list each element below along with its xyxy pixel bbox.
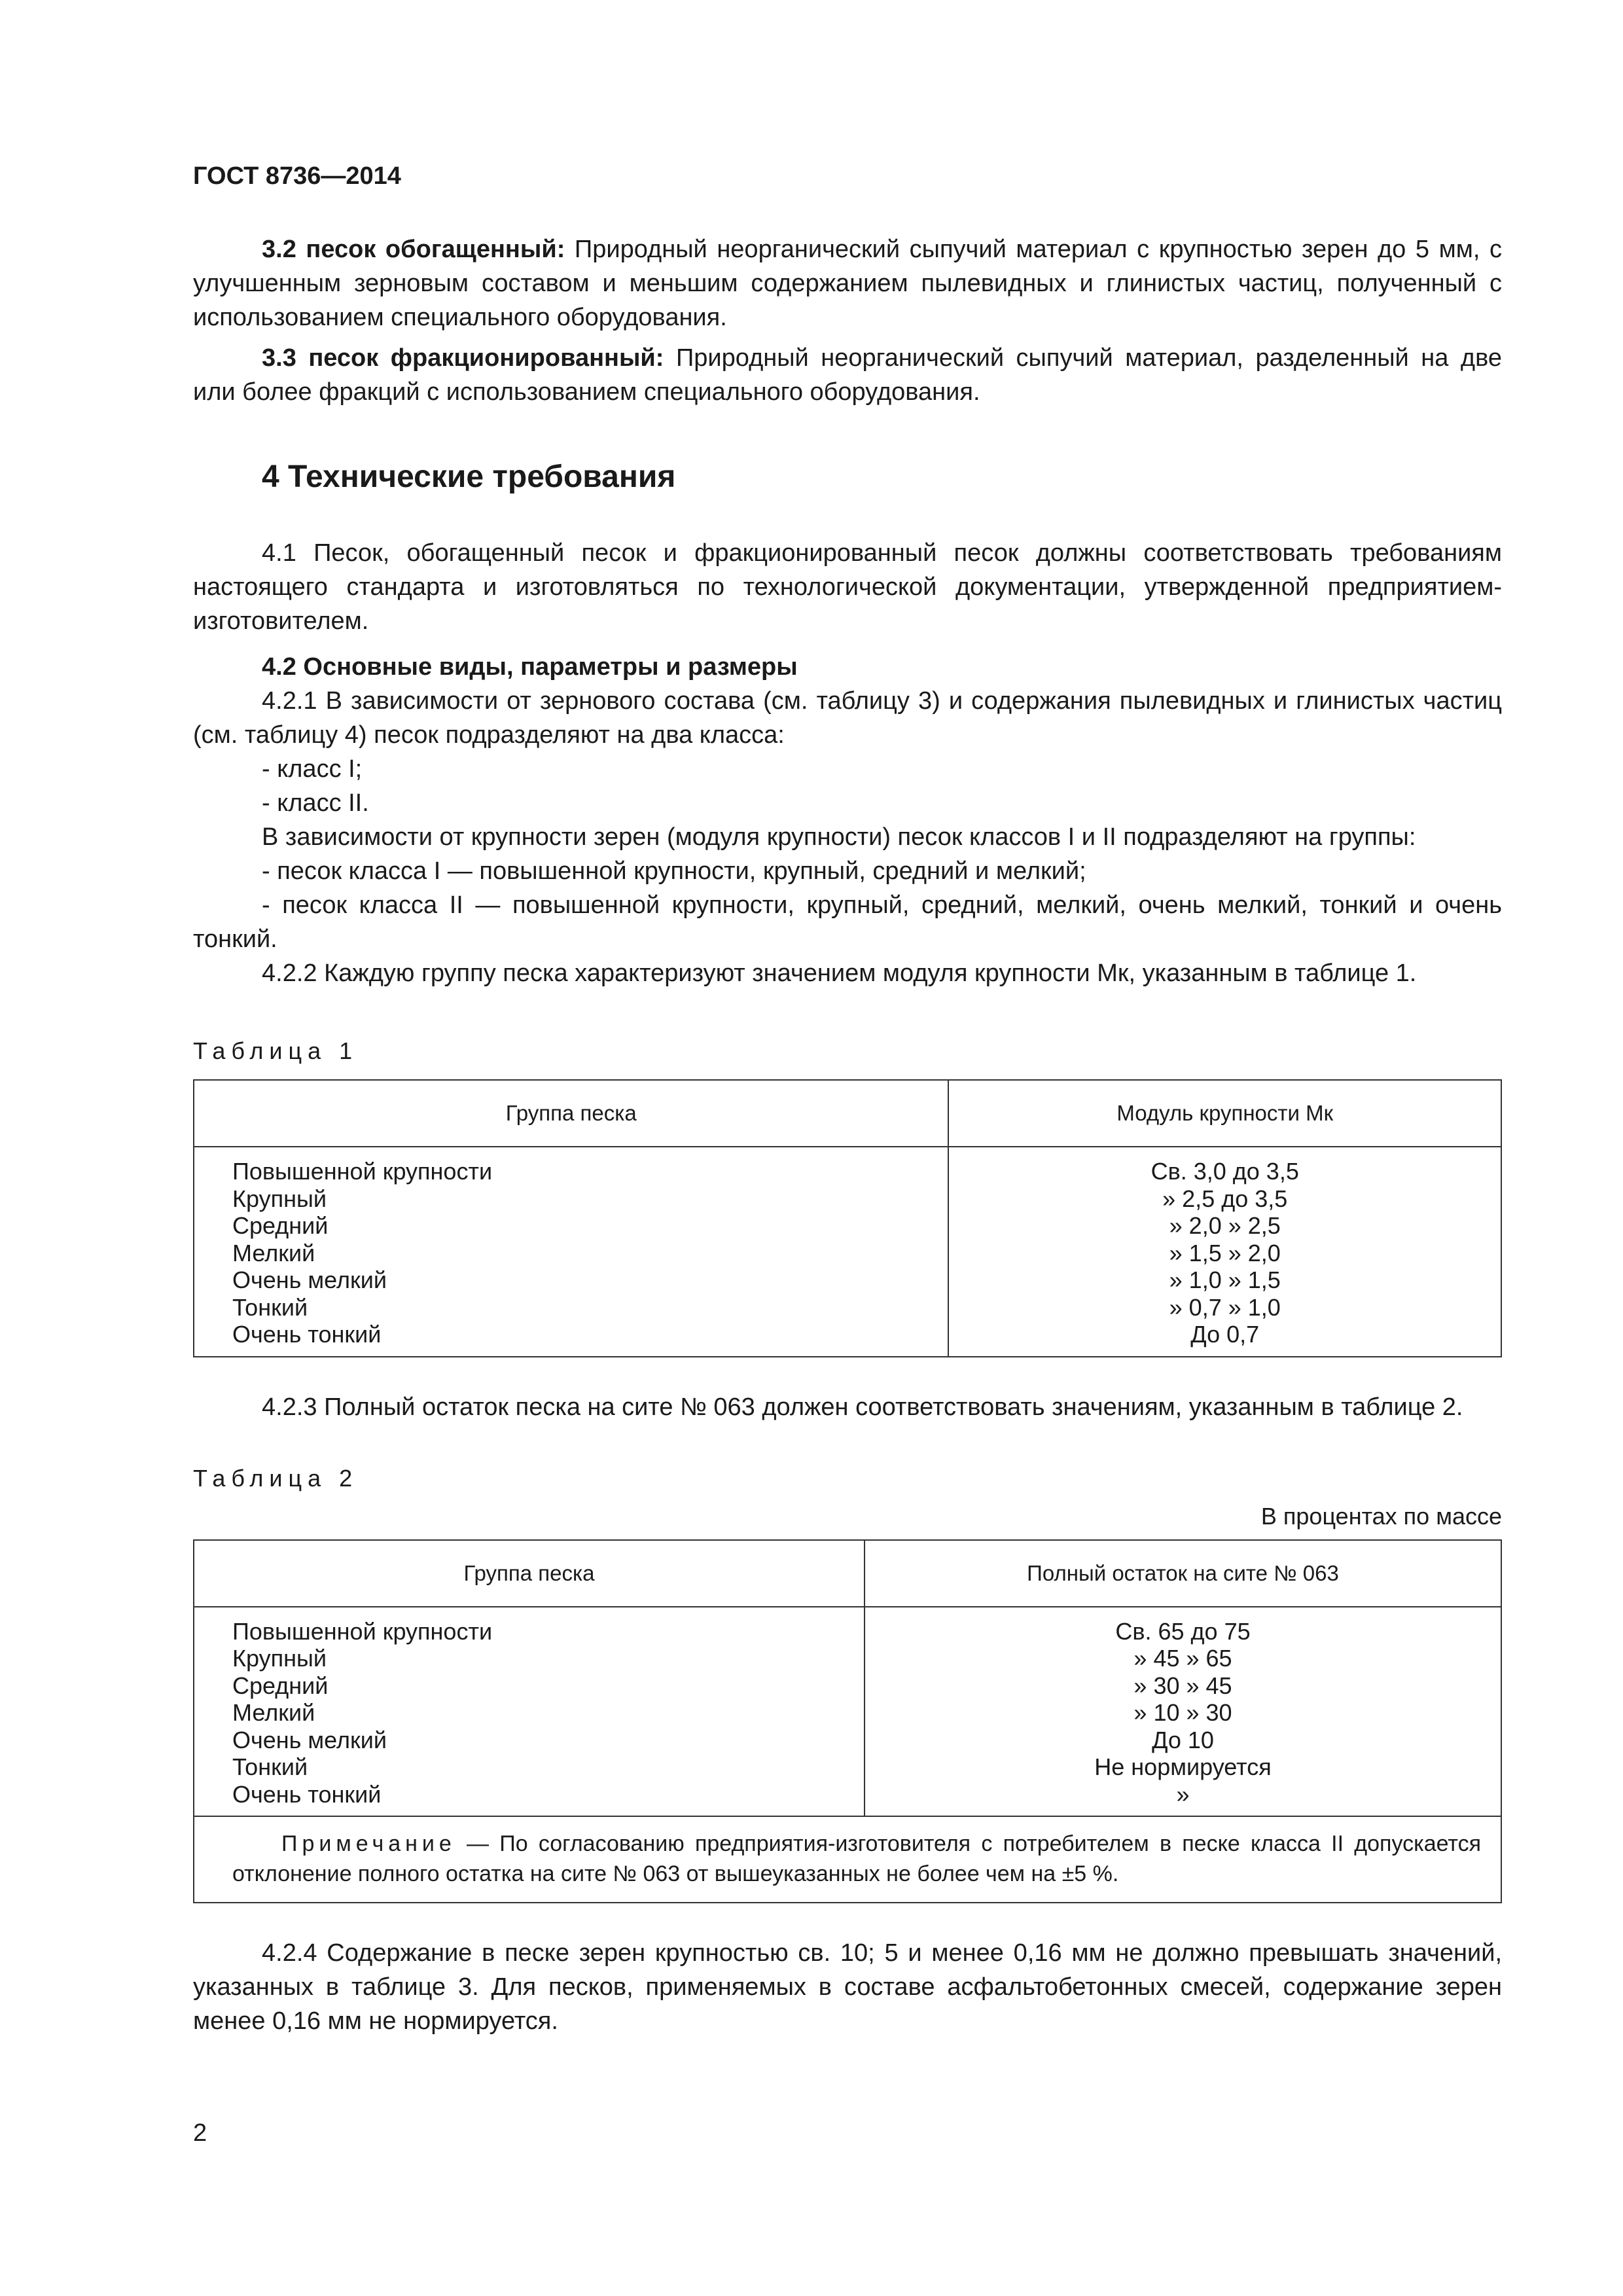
table-2-note xyxy=(194,1816,1501,1903)
paragraph-4-2-3: 4.2.3 Полный остаток песка на сите № 063 должен соответствовать значениям, указанным в таблице 2. xyxy=(262,1393,1463,1421)
table-2-groups-cell xyxy=(194,1607,865,1817)
note-label: Примечание xyxy=(281,1831,456,1856)
table-2-group: Очень тонкий xyxy=(232,1780,382,1808)
document-body xyxy=(193,232,1502,2038)
table-1-value: » 1,5 » 2,0 xyxy=(1169,1239,1281,1266)
table-1-groups-cell xyxy=(194,1147,948,1357)
table-1 xyxy=(193,1079,1502,1357)
table-1-value: » 2,0 » 2,5 xyxy=(1169,1212,1281,1239)
table-2-group: Средний xyxy=(232,1672,329,1699)
table-1-group: Очень мелкий xyxy=(232,1266,387,1293)
table-1-col-group: Группа песка xyxy=(194,1080,948,1147)
document-header: ГОСТ 8736—2014 xyxy=(193,162,401,190)
table-2-unit: В процентах по массе xyxy=(1260,1502,1502,1530)
table-2-group: Тонкий xyxy=(232,1753,308,1780)
table-1-value: До 0,7 xyxy=(1190,1321,1260,1348)
table-2-value: Св. 65 до 75 xyxy=(1115,1617,1251,1645)
table-2-header-row xyxy=(194,1540,1501,1607)
paragraph-3-3 xyxy=(193,341,1502,409)
table-2-caption: Таблица 2 xyxy=(193,1464,359,1492)
table-2-value: » xyxy=(1176,1780,1190,1808)
table-2-group: Повышенной крупности xyxy=(232,1617,493,1645)
term-3-3: 3.3 песок фракционированный: xyxy=(262,344,664,372)
table-2-values-cell xyxy=(865,1607,1501,1817)
table-1-body-row xyxy=(194,1147,1501,1357)
group-list-item-2: - песок класса II — повышенной крупности, крупный, средний, мелкий, очень мелкий, тонкий и очень тонкий. xyxy=(193,891,1502,953)
group-list-item-1: - песок класса I — повышенной крупности, крупный, средний и мелкий; xyxy=(262,857,1086,885)
paragraph-4-2-4: 4.2.4 Содержание в песке зерен крупностью св. 10; 5 и менее 0,16 мм не должно превышать значений, указанных в таблице 3. Для песков, применяемых в составе асфальтобетонных смесей, содержание зерен менее 0,16 мм не нормируется. xyxy=(193,1939,1502,2035)
table-1-group: Очень тонкий xyxy=(232,1321,382,1348)
table-2-group: Очень мелкий xyxy=(232,1726,387,1753)
paragraph-3-2 xyxy=(193,232,1502,334)
table-1-group: Тонкий xyxy=(232,1293,308,1321)
paragraph-4-2-2: 4.2.2 Каждую группу песка характеризуют значением модуля крупности Мк, указанным в таблице 1. xyxy=(262,960,1417,987)
term-3-2: 3.2 песок обогащенный: xyxy=(262,236,565,263)
paragraph-4-2-1: 4.2.1 В зависимости от зернового состава (см. таблицу 3) и содержания пылевидных и глинистых частиц (см. таблицу 4) песок подразделяют на два класса: xyxy=(193,687,1502,749)
table-1-value: » 2,5 до 3,5 xyxy=(1162,1185,1288,1212)
table-2-value: До 10 xyxy=(1152,1726,1214,1753)
table-1-caption: Таблица 1 xyxy=(193,1037,359,1064)
class-list-item-1: - класс I; xyxy=(262,755,363,783)
table-1-values-cell xyxy=(948,1147,1501,1357)
table-2-value: » 45 » 65 xyxy=(1133,1645,1232,1672)
table-1-group: Мелкий xyxy=(232,1239,315,1266)
paragraph-4-2-1-groups: В зависимости от крупности зерен (модуля крупности) песок классов I и II подразделяют на группы: xyxy=(262,823,1416,851)
table-1-value: Св. 3,0 до 3,5 xyxy=(1150,1158,1299,1185)
section-4-title: 4 Технические требования xyxy=(262,459,676,494)
page-number: 2 xyxy=(193,2119,207,2147)
table-1-value: » 1,0 » 1,5 xyxy=(1169,1266,1281,1293)
class-list-item-2: - класс II. xyxy=(262,789,369,817)
table-2-col-group: Группа песка xyxy=(194,1540,865,1607)
table-1-group: Повышенной крупности xyxy=(232,1158,493,1185)
table-1-header-row xyxy=(194,1080,1501,1147)
paragraph-4-1: 4.1 Песок, обогащенный песок и фракционированный песок должны соответствовать требованиям настоящего стандарта и изготовляться по технологической документации, утвержденной предприятием-изготовителем. xyxy=(193,539,1502,635)
table-2-value: Не нормируется xyxy=(1094,1753,1272,1780)
definition-3-2: Природный неорганический сыпучий материал с крупностью зерен до 5 мм, с улучшенным зерновым составом и меньшим содержанием пылевидных и глинистых частиц, полученный с использованием специального оборудования. xyxy=(193,236,1502,331)
table-1-group: Средний xyxy=(232,1212,329,1239)
table-2-group: Крупный xyxy=(232,1645,327,1672)
table-2 xyxy=(193,1539,1502,1904)
table-1-value: » 0,7 » 1,0 xyxy=(1169,1293,1281,1321)
table-2-value: » 10 » 30 xyxy=(1133,1699,1232,1726)
subsection-4-2-title: 4.2 Основные виды, параметры и размеры xyxy=(262,653,798,681)
table-1-col-modulus: Модуль крупности Мк xyxy=(948,1080,1501,1147)
table-2-group: Мелкий xyxy=(232,1699,315,1726)
definition-3-3: Природный неорганический сыпучий материал, разделенный на две или более фракций с использованием специального оборудования. xyxy=(193,344,1502,406)
table-2-value: » 30 » 45 xyxy=(1133,1672,1232,1699)
table-2-col-residue: Полный остаток на сите № 063 xyxy=(865,1540,1501,1607)
table-2-body-row xyxy=(194,1607,1501,1817)
table-1-group: Крупный xyxy=(232,1185,327,1212)
table-2-note-row xyxy=(194,1816,1501,1903)
note-text: — По согласованию предприятия-изготовителя с потребителем в песке класса II допускается отклонение полного остатка на сите № 063 от вышеуказанных не более чем на ±5 %. xyxy=(232,1831,1481,1886)
